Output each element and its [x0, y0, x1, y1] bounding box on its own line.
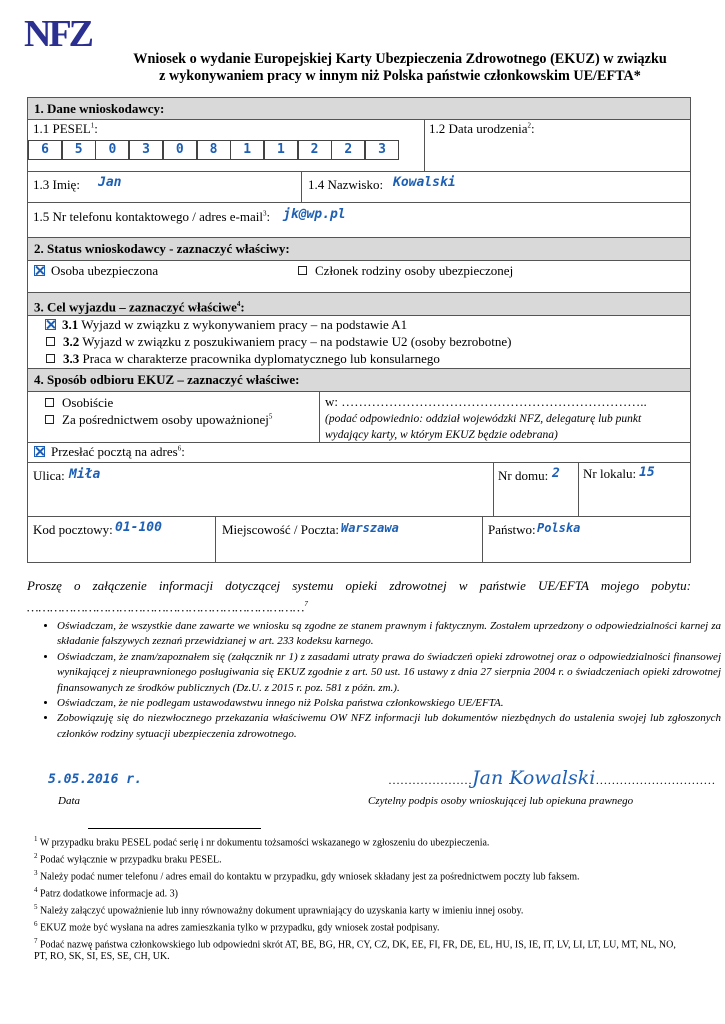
zip-label: Kod pocztowy:: [33, 522, 113, 537]
footnote-item: [34, 867, 691, 884]
purpose-option-3-2[interactable]: 3.2 Wyjazd w związku z poszukiwaniem pracy – na podstawie U2 (osoby bezrobotne): [45, 334, 511, 350]
footnote-text: EKUZ może być wysłana na adres zamieszkania tylko w przypadku, gdy wniosek został podpisany.: [40, 921, 440, 933]
pesel-digit-cell[interactable]: 2: [298, 140, 332, 160]
section-1-header: 1. Dane wnioskodawcy:: [27, 97, 691, 120]
footnote-text: W przypadku braku PESEL podać serię i nr dokumentu tożsamości wskazanego w zgłoszeniu do ubezpieczenia.: [39, 837, 490, 849]
section-3-header: 3. Cel wyjazdu – zaznaczyć właściwe$^4$:: [27, 292, 691, 316]
footnote-separator: [88, 828, 261, 829]
system-info-request: Proszę o załączenie informacji dotyczącej systemu opieki zdrowotnej w państwie UE/EFTA mojego pobytu: ………………………………………………………………$^7$: [27, 578, 691, 615]
country-value[interactable]: Polska: [537, 521, 581, 535]
footnote-text: Należy załączyć upoważnienie lub inny równoważny dokument uprawniający do uzyskania karty w imieniu innej osoby.: [40, 905, 524, 917]
signature-date[interactable]: 5.05.2016 r.: [48, 772, 142, 787]
date-label: Data: [58, 795, 80, 807]
lastname-label: 1.4 Nazwisko:: [308, 177, 384, 192]
purpose-option-3-3[interactable]: 3.3 Praca w charakterze pracownika dyplomatycznego lub konsularnego: [45, 351, 440, 367]
pesel-digit-cell[interactable]: 0: [95, 140, 129, 160]
empty-checkbox-icon[interactable]: [45, 415, 54, 424]
form-title: [110, 51, 690, 85]
footnote-text: Należy podać numer telefonu / adres email do kontaktu w przypadku, gdy wniosek składany jest za pośrednictwem poczty lub faksem.: [40, 871, 580, 883]
pesel-digit-cell[interactable]: 2: [331, 140, 365, 160]
title-line-1: Wniosek o wydanie Europejskiej Karty Ubezpieczenia Zdrowotnego (EKUZ) w związku: [133, 51, 667, 67]
empty-checkbox-icon[interactable]: [45, 398, 54, 407]
city-value[interactable]: Warszawa: [341, 521, 399, 535]
flat-label: Nr lokalu:: [583, 466, 637, 481]
footnotes: [34, 833, 691, 964]
footnote-number: 6: [34, 919, 38, 928]
empty-checkbox-icon[interactable]: [46, 337, 55, 346]
post-option[interactable]: Przesłać pocztą na adres$^6$:: [34, 444, 185, 460]
purpose-option-3-1[interactable]: 3.1 Wyjazd w związku z wykonywaniem pracy – na podstawie A1: [45, 317, 407, 333]
footnote-item: [34, 901, 691, 918]
birthdate-label: 1.2 Data urodzenia$^2$:: [429, 121, 535, 136]
signature-label: Czytelny podpis osoby wnioskującej lub opiekuna prawnego: [368, 795, 634, 807]
pesel-digit-cell[interactable]: 3: [365, 140, 399, 160]
firstname-value[interactable]: Jan: [98, 175, 122, 190]
pesel-digit-cell[interactable]: 3: [129, 140, 163, 160]
pickup-location-note: (podać odpowiednio: oddział wojewódzki NFZ, delegaturę lub punkt wydający karty, w którym EKUZ będzie odebrana): [325, 413, 642, 441]
status-family-option[interactable]: Członek rodziny osoby ubezpieczonej: [298, 263, 513, 279]
checked-box-icon[interactable]: [34, 265, 45, 276]
street-value[interactable]: Miła: [69, 467, 101, 482]
declaration-item: • Oświadczam, że nie podlegam ustawodawstwu innego niż Polska państwa członkowskiego UE/EFTA.: [57, 696, 721, 711]
country-label: Państwo:: [488, 522, 536, 537]
contact-label: 1.5 Nr telefonu kontaktowego / adres e-mail$^3$:: [33, 209, 271, 224]
footnote-item: [34, 884, 691, 901]
footnote-item: [34, 833, 691, 850]
footnote-number: 7: [34, 936, 38, 945]
house-label: Nr domu:: [498, 468, 549, 483]
empty-checkbox-icon[interactable]: [298, 266, 307, 275]
firstname-label: 1.3 Imię:: [33, 177, 80, 192]
house-value[interactable]: 2: [552, 466, 560, 481]
footnote-item: [34, 850, 691, 867]
signature-name: Jan Kowalski: [472, 767, 596, 789]
footnote-text: Patrz dodatkowe informacje ad. 3): [40, 888, 179, 900]
pesel-digit-cell[interactable]: 0: [163, 140, 197, 160]
status-insured-option[interactable]: Osoba ubezpieczona: [34, 263, 158, 279]
footnote-item: [34, 935, 691, 965]
lastname-value[interactable]: Kowalski: [393, 175, 456, 190]
declarations-list: [27, 619, 721, 742]
flat-value[interactable]: 15: [639, 465, 655, 480]
nfz-logo: [24, 14, 104, 52]
city-label: Miejscowość / Poczta:: [222, 522, 339, 537]
title-line-2: z wykonywaniem pracy w innym niż Polska państwie członkowskim UE/EFTA*: [159, 68, 641, 84]
pickup-personal-option[interactable]: Osobiście: [45, 395, 113, 411]
section-2-header: 2. Status wnioskodawcy - zaznaczyć właściwy:: [27, 237, 691, 261]
section-4-header: 4. Sposób odbioru EKUZ – zaznaczyć właściwe:: [27, 368, 691, 392]
footnote-number: 2: [34, 851, 38, 860]
declaration-item: • Oświadczam, że znam/zapoznałem się (załącznik nr 1) z zasadami utraty prawa do świadczeń opieki zdrowotnej oraz o odpowiedzialności finansowej wynikającej z nieuprawnionego posługiwania się EKUZ zgodnie z art. 50 ust. 16 ustawy z dnia 27 sierpnia 2004 r. o świadczeniach opieki zdrowotnej finansowanych ze środków publicznych (Dz.U. z 2015 r. poz. 581 z późn. zm.).: [57, 650, 721, 696]
footnote-number: 1: [34, 835, 38, 843]
pesel-digit-cell[interactable]: 1: [264, 140, 298, 160]
footnote-text: Podać nazwę państwa członkowskiego lub odpowiedni skrót AT, BE, BG, HR, CY, CZ, DK, EE, FI, FR, DE, EL, HU, IS, IE, IT, LV, LI, LT, LU, MT, NL, NO, PT, RO, SK, SI, ES, SE, CH, UK.: [34, 938, 676, 963]
pickup-proxy-option[interactable]: Za pośrednictwem osoby upoważnionej$^5$: [45, 412, 272, 428]
street-label: Ulica:: [33, 468, 65, 483]
signature-field[interactable]: …………………Jan Kowalski…………………………: [388, 767, 716, 789]
footnote-text: Podać wyłącznie w przypadku braku PESEL.: [40, 854, 222, 866]
contact-value[interactable]: jk@wp.pl: [283, 207, 346, 222]
pesel-digit-cell[interactable]: 6: [28, 140, 62, 160]
pesel-digit-cell[interactable]: 8: [197, 140, 231, 160]
footnote-number: 4: [34, 885, 38, 894]
zip-value[interactable]: 01-100: [115, 520, 162, 535]
declaration-item: • Zobowiązuję się do niezwłocznego przekazania właściwemu OW NFZ informacji lub dokumentów niezbędnych do ustalenia swojej lub zgłoszonych członków rodziny sytuacji ubezpieczenia zdrowotnego.: [57, 711, 721, 742]
checked-box-icon[interactable]: [45, 319, 56, 330]
pesel-label: 1.1 PESEL$^1$:: [33, 121, 98, 136]
nfz-logo-text: NFZ: [24, 14, 91, 52]
checked-box-icon[interactable]: [34, 446, 45, 457]
declaration-item: • Oświadczam, że wszystkie dane zawarte we wniosku są zgodne ze stanem prawnym i faktycznym. Zostałem uprzedzony o odpowiedzialności karnej za składanie fałszywych zeznań przewidzianej w art. 233 kodeksu karnego.: [57, 619, 721, 650]
empty-checkbox-icon[interactable]: [46, 354, 55, 363]
post-address-box: [27, 442, 691, 563]
footnote-number: 3: [34, 868, 38, 877]
pesel-digit-cell[interactable]: 5: [62, 140, 96, 160]
pickup-location-field[interactable]: w: ……………………………………………………………..: [325, 394, 647, 409]
footnote-number: 5: [34, 902, 38, 911]
footnote-item: [34, 918, 691, 935]
pesel-digit-cell[interactable]: 1: [230, 140, 264, 160]
